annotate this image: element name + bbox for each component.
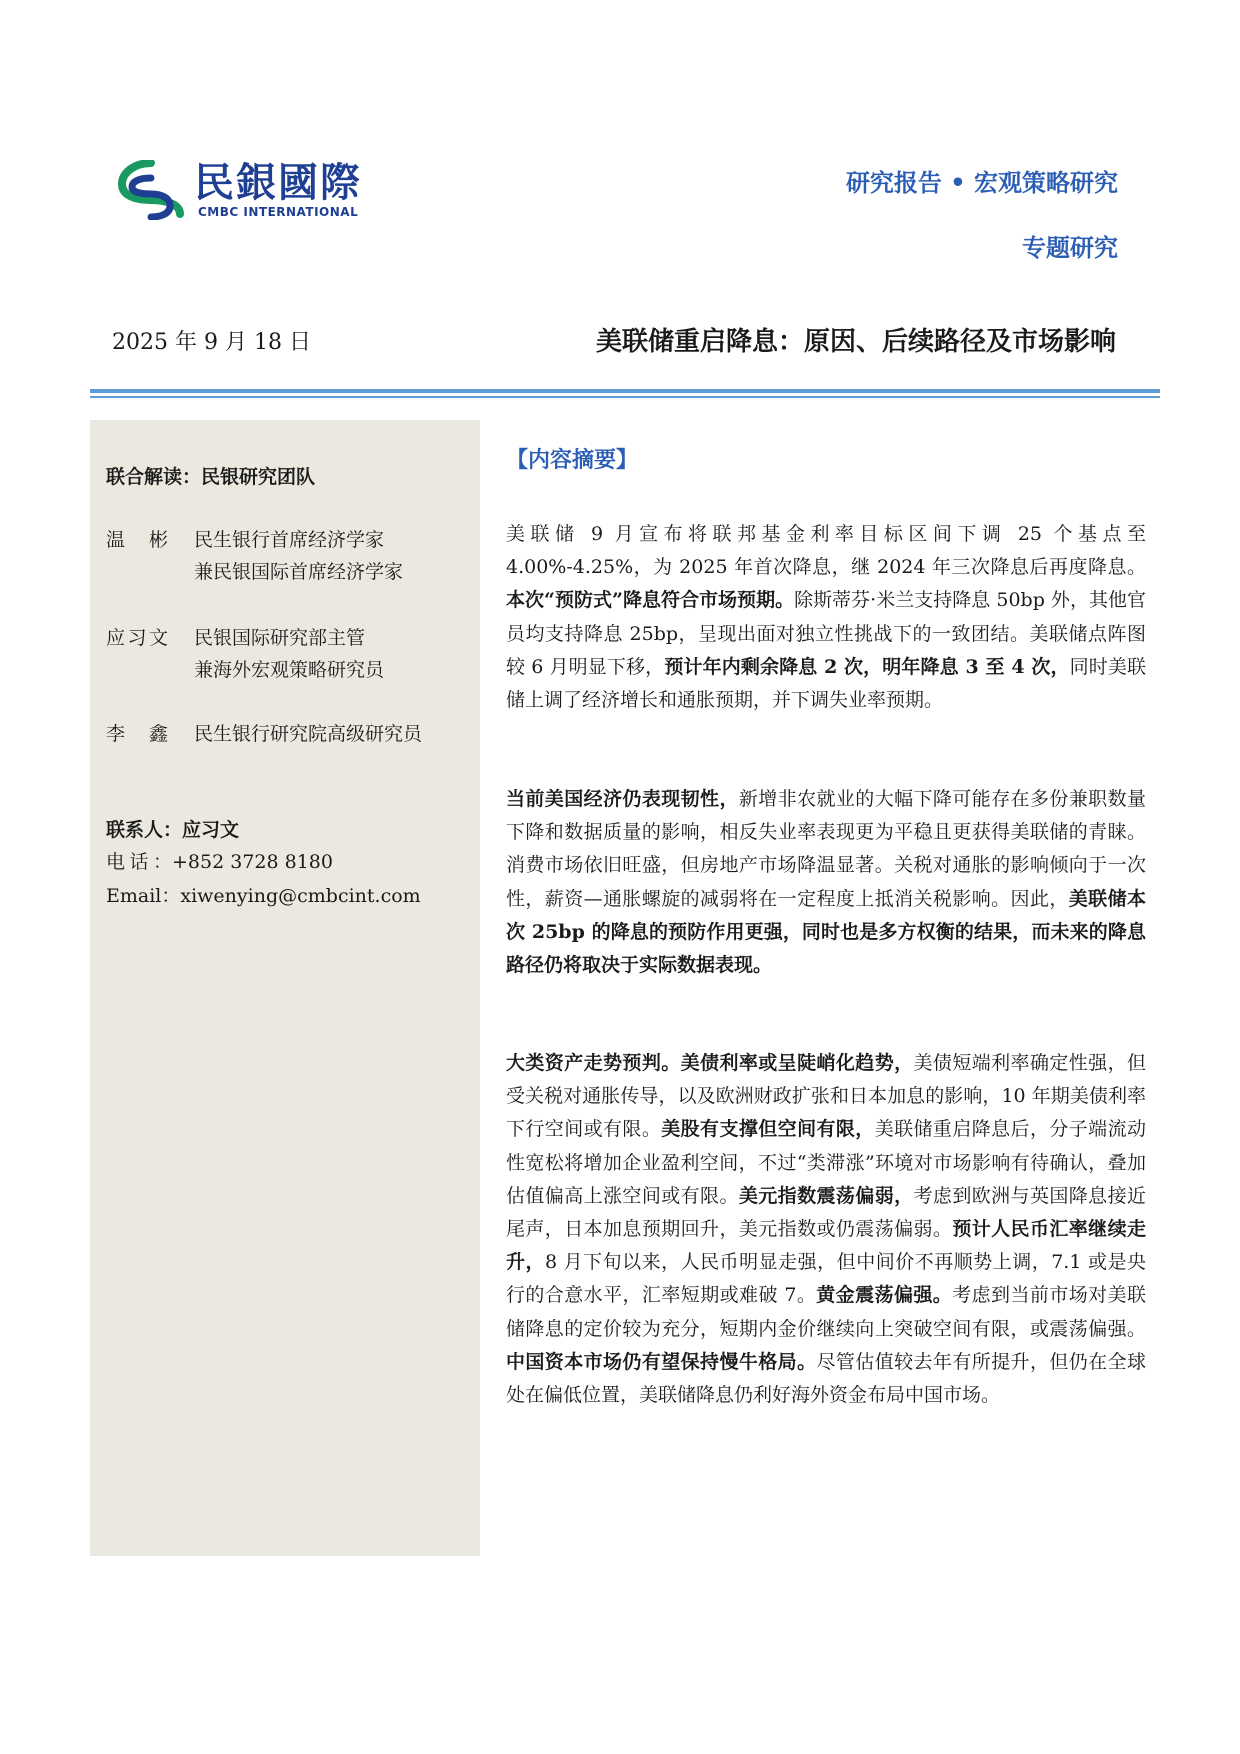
bold-span: 美联储本次 25bp 的降息的预防作用更强，同时也是多方权衡的结果，而未来的降息路径仍将取决于实际数据表现。	[506, 887, 1146, 977]
report-subtype: 专题研究	[1022, 233, 1118, 262]
text-span: 美联储重启降息后，分子端流动性宽松将增加企业盈利空间，不过“类滞涨”环境对市场影响有待确认，叠加估值偏高上涨空间或有限。	[506, 1118, 1146, 1207]
text-span: 同时美联储上调了经济增长和通胀预期，并下调失业率预期。	[506, 655, 1146, 712]
analyst-name: 应习文	[106, 627, 168, 649]
report-date: 2025 年 9 月 18 日	[112, 330, 311, 355]
text-span: 考虑到欧洲与英国降息接近尾声，日本加息预期回升，美元指数或仍震荡偏弱。	[506, 1184, 1146, 1241]
bold-span: 当前美国经济仍表现韧性，	[506, 788, 739, 810]
bold-span: 中国资本市场仍有望保持慢牛格局。	[506, 1350, 817, 1373]
summary-heading: 【内容摘要】	[506, 447, 639, 473]
email-link[interactable]: xiwenying@cmbcint.com	[180, 885, 421, 907]
cmbc-logo-icon	[118, 160, 184, 220]
bold-span: 预计年内剩余降息 2 次，明年降息 3 至 4 次，	[664, 655, 1070, 678]
contact-phone	[106, 846, 333, 878]
bold-span: 黄金震荡偏强。	[816, 1284, 953, 1307]
summary-paragraph-2	[506, 783, 1146, 982]
summary-paragraph-1	[506, 518, 1146, 717]
bold-span: 美元指数震荡偏弱，	[738, 1184, 914, 1207]
text-span: 新增非农就业的大幅下降可能存在多份兼职数量下降和数据质量的影响，相反失业率表现更为平稳且更获得美联储的青睐。消费市场依旧旺盛，但房地产市场降温显著。关税对通胀的影响倾向于一次性，薪资—通胀螺旋的减弱将在一定程度上抵消关税影响。因此，	[506, 788, 1146, 910]
analyst-name: 李鑫	[106, 723, 168, 745]
bold-span: 大类资产走势预判。美债利率或呈陡峭化趋势，	[506, 1052, 914, 1074]
text-span: 除斯蒂芬·米兰支持降息 50bp 外，其他官员均支持降息 25bp，呈现出面对独立性挑战下的一致团结。美联储点阵图较 6 月明显下移，	[506, 589, 1146, 678]
analyst-name: 温彬	[106, 529, 168, 551]
analyst-title: 民生银行研究院高级研究员	[194, 723, 423, 745]
header-divider	[90, 389, 1160, 393]
logo-english-name: CMBC INTERNATIONAL	[198, 205, 359, 219]
bold-span: 预计人民币汇率继续走升，	[506, 1218, 1146, 1274]
text-span: 8 月下旬以来，人民币明显走强，但中间价不再顺势上调，7.1 或是央行的合意水平，汇率短期或难破 7。	[506, 1251, 1146, 1307]
phone-label: 电话：	[106, 851, 172, 873]
analyst-sidebar	[90, 420, 480, 1556]
report-title: 美联储重启降息：原因、后续路径及市场影响	[595, 327, 1116, 357]
summary-paragraph-3	[506, 1047, 1146, 1412]
text-span: 尽管估值较去年有所提升，但仍在全球处在偏低位置，美联储降息仍利好海外资金布局中国市场。	[506, 1350, 1146, 1407]
team-label: 联合解读：民银研究团队	[106, 466, 316, 488]
text-span: 考虑到当前市场对美联储降息的定价较为充分，短期内金价继续向上突破空间有限，或震荡偏强。	[506, 1284, 1146, 1340]
text-span: 美债短端利率确定性强，但受关税对通胀传导，以及欧洲财政扩张和日本加息的影响，10 年期美债利率下行空间或有限。	[506, 1052, 1146, 1141]
analyst-title: 兼民银国际首席经济学家	[194, 561, 404, 583]
bold-span: 本次“预防式”降息符合市场预期。	[506, 589, 795, 612]
cmbc-logo	[118, 160, 378, 220]
analyst-title: 民银国际研究部主管	[194, 627, 366, 649]
contact-label: 联系人：应习文	[106, 819, 240, 841]
phone-number[interactable]: +852 3728 8180	[172, 851, 333, 873]
contact-email	[106, 880, 421, 912]
email-label: Email：	[106, 885, 181, 907]
header-divider-thin	[90, 396, 1160, 398]
analyst-title: 民生银行首席经济学家	[194, 529, 385, 551]
bold-span: 美股有支撑但空间有限，	[661, 1118, 875, 1141]
logo-chinese-name: 民銀國際	[194, 160, 362, 206]
analyst-title: 兼海外宏观策略研究员	[194, 659, 385, 681]
text-span: 美联储 9 月宣布将联邦基金利率目标区间下调 25 个基点至 4.00%-4.25%，为 2025 年首次降息，继 2024 年三次降息后再度降息。	[506, 523, 1146, 579]
report-type: 研究报告 • 宏观策略研究	[845, 168, 1118, 197]
